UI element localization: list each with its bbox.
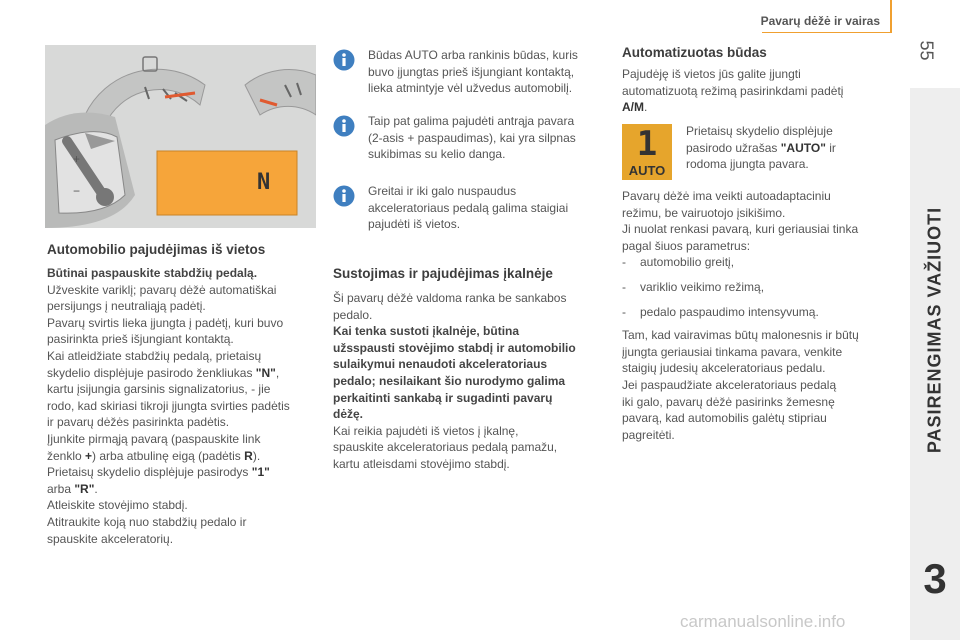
text-span: skydelio displėjuje pasirodo ženkliukas (47, 365, 256, 380)
text-line: iki galo, pavarų dėžė pasirinks žemesnę (622, 394, 835, 409)
text-line: staigių judesių akceleratoriaus pedalu. (622, 361, 826, 376)
display-gear-letter: N (257, 170, 271, 195)
r-position: R (244, 448, 253, 463)
note-line: Taip pat galima pajudėti antrąja pavara (368, 114, 575, 128)
note-line: sukibimas su kelio danga. (368, 147, 506, 162)
text-span: , (275, 365, 280, 380)
text-line: pagreitėti. (622, 427, 675, 442)
warning-line: pedalo; nesilaikant šio nurodymo galima (333, 373, 566, 388)
n-indicator-label: "N" (255, 365, 276, 380)
note-line: pajudėti iš vietos. (368, 217, 461, 232)
text-line: Užveskite variklį; pavarų dėžė automatiškai (47, 282, 277, 297)
text-span: ). (252, 448, 261, 463)
bullet-item: - variklio veikimo režimą, (622, 279, 765, 294)
text-span: . (644, 100, 648, 115)
header-rule (762, 32, 890, 33)
auto-label: AUTO (628, 163, 666, 178)
text-line: įjungta geriausiai tinkama pavara, venkite (622, 344, 843, 359)
info-icon (333, 49, 355, 71)
text-line (622, 99, 894, 116)
bullet-item: - pedalo paspaudimo intensyvumą. (622, 304, 819, 319)
text-line: kartu atleisdami stovėjimo stabdį. (333, 456, 510, 471)
warning-line: dėžę. (333, 407, 364, 422)
bullet-item: - automobilio greitį, (622, 255, 735, 270)
text-line: spauskite akceleratoriaus pedalą pamažu, (333, 440, 558, 455)
text-line (47, 448, 317, 465)
warning-line: sulaikymui nenaudoti akceleratoriaus (333, 357, 548, 372)
text-line: pasirinkta prieš išjungiant kontaktą. (47, 332, 234, 347)
watermark: carmanualsonline.info (680, 612, 846, 631)
text-line (47, 365, 317, 382)
text-line: Pavarų dėžė ima veikti autoadaptaciniu (622, 189, 831, 203)
brake-warning: Būtinai paspauskite stabdžių pedalą. (47, 266, 258, 280)
note-line: akceleratoriaus pedalą galima staigiai (368, 200, 569, 215)
text-line: spauskite akceleratorių. (47, 531, 174, 546)
text-line: pagal šiuos parametrus: (622, 238, 751, 253)
section-auto-body (622, 188, 894, 443)
auto-display-icon (622, 124, 672, 180)
am-position: A/M (622, 100, 644, 115)
auto-word: "AUTO" (780, 140, 826, 155)
bullet-text: pedalo paspaudimo intensyvumą. (640, 304, 819, 319)
text-span: ) arba atbulinę eigą (padėtis (92, 448, 245, 463)
page-number: 55 (916, 40, 937, 61)
text-line (47, 481, 317, 498)
text-line: ir pavarų dėžės pasirinkta padėtis. (47, 415, 230, 430)
note-line: (2-asis + paspaudimas), kai yra silpnas (368, 130, 576, 145)
text-line: Atleiskite stovėjimo stabdį. (47, 498, 188, 513)
text-span: arba (47, 481, 75, 496)
warning-line: užsspausti stovėjimo stabdį ir automobilio (333, 340, 576, 355)
note-line: Būdas AUTO arba rankinis būdas, kuris (368, 48, 578, 62)
header-vertical-rule (890, 0, 892, 33)
text-span: pasirodo užrašas (686, 140, 781, 155)
text-line: pavarą, kad automobilis galėtų stipriau (622, 411, 827, 426)
gear-1-label: "1" (251, 465, 270, 480)
plus-sign: + (85, 448, 93, 463)
text-span: ir (825, 140, 836, 155)
text-span: ženklo (47, 448, 86, 463)
text-line: režimu, be vairuotojo įsikišimo. (622, 205, 786, 220)
text-line: pedalo. (333, 307, 373, 322)
text-span: Prietaisų skydelio displėjuje pasirodys (47, 465, 252, 480)
note-line: Greitai ir iki galo nuspaudus (368, 184, 517, 198)
bullet-text: automobilio greitį, (640, 255, 735, 270)
svg-text:−: − (73, 184, 81, 198)
text-line: Jei paspaudžiate akceleratoriaus pedalą (622, 377, 837, 392)
text-line: Kai reikia pajudėti iš vietos į įkalnę, (333, 423, 519, 438)
text-line: Tam, kad vairavimas būtų malonesnis ir būtų (622, 328, 859, 343)
text-line: Įjunkite pirmąją pavarą (paspauskite link (47, 431, 261, 446)
section-hill-body (333, 290, 605, 473)
section-heading-auto: Automatizuotas būdas (622, 45, 767, 60)
svg-text:+: + (73, 152, 81, 166)
text-line: Atitraukite koją nuo stabdžių pedalo ir (47, 514, 247, 529)
text-line: Pavarų svirtis lieka įjungta į padėtį, kuri buvo (47, 315, 284, 330)
auto-side-text (686, 123, 896, 173)
auto-gear-digit: 1 (636, 124, 658, 164)
bullet-text: variklio veikimo režimą, (640, 279, 765, 294)
section-heading-start: Automobilio pajudėjimas iš vietos (47, 242, 266, 257)
section-auto-intro (622, 66, 894, 116)
text-line: automatizuotą režimą pasirinkdami padėtį (622, 83, 844, 98)
text-span: . (94, 481, 98, 496)
warning-line: perkaitinti sankabą ir sugadinti pavarų (333, 390, 553, 405)
section-start-body (47, 265, 317, 547)
text-line: kartu įsijungia garsinis signalizatorius, - jie (47, 382, 271, 397)
chapter-number: 3 (923, 555, 947, 602)
info-icon (333, 115, 355, 137)
note-line: lieka atmintyje vėl užvedus automobilį. (368, 81, 573, 96)
text-line (686, 140, 896, 157)
text-line: Ji nuolat renkasi pavarą, kuri geriausiai tinka (622, 222, 859, 237)
text-line: Prietaisų skydelio displėjuje (686, 124, 833, 138)
info-icon (333, 185, 355, 207)
instrument-panel-svg (45, 45, 316, 228)
chapter-tab-label: PASIRENGIMAS VAŽIUOTI (924, 206, 945, 454)
instrument-panel-illustration (45, 45, 316, 228)
section-heading-hill: Sustojimas ir pajudėjimas įkalnėje (333, 266, 553, 281)
text-line (47, 464, 317, 481)
gear-r-label: "R" (74, 481, 95, 496)
note-line: buvo įjungtas prieš išjungiant kontaktą, (368, 64, 575, 79)
text-line: persijungs į neutraliąją padėtį. (47, 299, 206, 314)
text-line: rodoma įjungta pavara. (686, 157, 809, 172)
text-line: rodo, kad skiriasi tikroji įjungta svirties padėtis (47, 398, 290, 413)
running-header: Pavarų dėžė ir vairas (760, 14, 880, 28)
warning-line: Kai tenka sustoti įkalnėje, būtina (333, 324, 520, 339)
text-line: Pajudėję iš vietos jūs galite įjungti (622, 67, 801, 81)
text-line: Kai atleidžiate stabdžių pedalą, prietaisų (47, 348, 262, 363)
text-line: Ši pavarų dėžė valdoma ranka be sankabos (333, 291, 567, 305)
